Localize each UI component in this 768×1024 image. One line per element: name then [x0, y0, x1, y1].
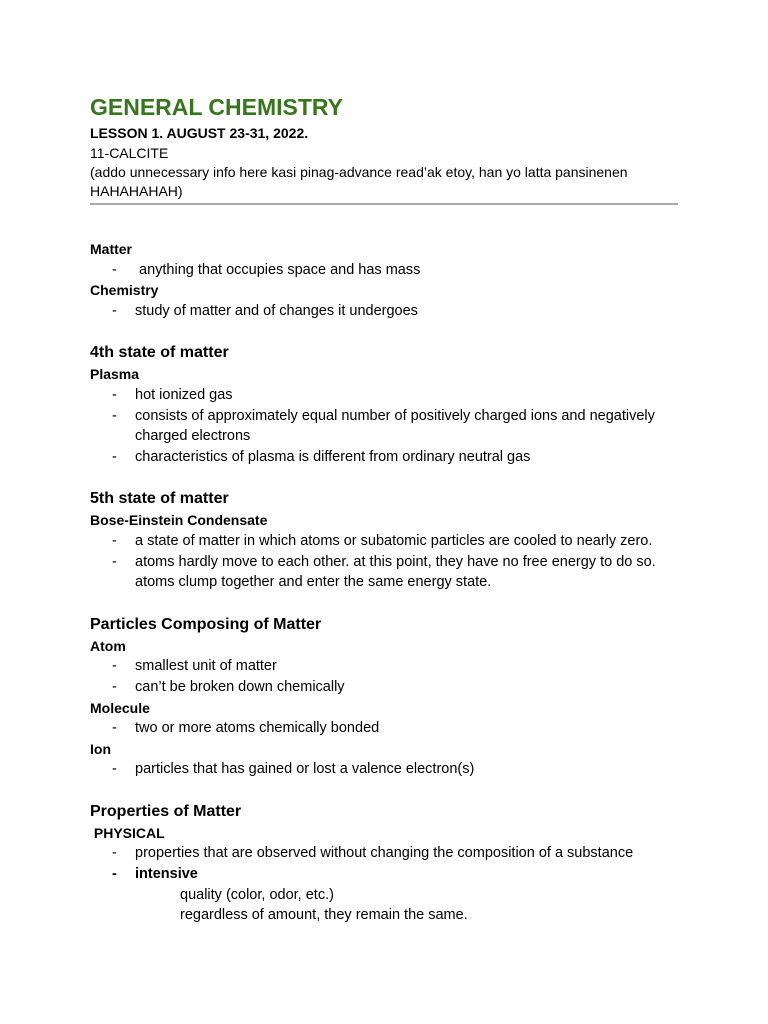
list-item [90, 260, 678, 281]
list-item-text: characteristics of plasma is different from ordinary neutral gas [135, 448, 531, 465]
section-heading: 4th state of matter [90, 344, 229, 362]
list-item-continuation [90, 572, 678, 593]
list-item-text: atoms clump together and enter the same energy state. [135, 574, 492, 591]
dash-bullet: - [112, 302, 117, 319]
dash-bullet: - [112, 678, 117, 695]
list-item [90, 531, 678, 552]
list-item-text: smallest unit of matter [135, 658, 277, 675]
list-item [90, 406, 678, 427]
list-item [90, 656, 678, 677]
list-item-text: two or more atoms chemically bonded [135, 720, 380, 737]
list-item-text: properties that are observed without changing the composition of a substance [135, 845, 634, 862]
dash-bullet: - [112, 658, 117, 675]
term-matter: Matter [90, 241, 133, 257]
particles-section [90, 614, 678, 780]
sub-item: quality (color, odor, etc.) [180, 886, 334, 903]
list-item-text: charged electrons [135, 428, 251, 445]
term-molecule: Molecule [90, 699, 150, 716]
dash-bullet: - [112, 761, 117, 778]
term-physical: PHYSICAL [90, 824, 165, 841]
list-item [90, 718, 678, 739]
dash-bullet: - [112, 532, 117, 549]
class-section: 11-CALCITE [90, 145, 169, 161]
list-item-text: anything that occupies space and has mass [135, 261, 421, 278]
list-item [90, 301, 678, 322]
term-bose-einstein: Bose-Einstein Condensate [90, 512, 268, 529]
dash-bullet: - [112, 261, 117, 278]
section-heading: Properties of Matter [90, 802, 242, 820]
intro-section [90, 239, 678, 321]
dash-bullet: - [112, 845, 117, 862]
section-heading: 5th state of matter [90, 490, 229, 508]
list-item-text: can’t be broken down chemically [135, 678, 345, 695]
list-item-text: a state of matter in which atoms or subatomic particles are cooled to nearly zero. [135, 532, 653, 549]
dash-bullet: - [112, 553, 117, 570]
list-item [90, 447, 678, 468]
dash-bullet: - [112, 407, 117, 424]
list-item-text: consists of approximately equal number of positively charged ions and negatively [135, 407, 655, 424]
list-item-text: atoms hardly move to each other. at this point, they have no free energy to do so. [135, 553, 656, 570]
list-item-text: hot ionized gas [135, 386, 233, 403]
list-item [90, 677, 678, 698]
list-item [90, 552, 678, 573]
section-heading: Particles Composing of Matter [90, 615, 322, 633]
list-item-text: study of matter and of changes it undergoes [135, 302, 418, 319]
dash-bullet: - [112, 866, 117, 883]
list-item-text: particles that has gained or lost a valence electron(s) [135, 761, 475, 778]
list-item [90, 843, 678, 864]
dash-bullet: - [112, 448, 117, 465]
term-chemistry: Chemistry [90, 282, 159, 299]
list-item [90, 759, 678, 780]
properties-section [90, 801, 678, 926]
term-atom: Atom [90, 637, 126, 654]
document-page [90, 92, 678, 926]
list-item [90, 385, 678, 406]
term-plasma: Plasma [90, 366, 140, 383]
dash-bullet: - [112, 386, 117, 403]
document-title: GENERAL CHEMISTRY [90, 94, 344, 120]
sub-item: regardless of amount, they remain the same. [180, 907, 468, 924]
list-item-continuation [90, 426, 678, 447]
list-item-text: intensive [135, 866, 198, 883]
dash-bullet: - [112, 720, 117, 737]
plasma-section [90, 342, 678, 467]
bec-section [90, 488, 678, 592]
note-line-1: (addo unnecessary info here kasi pinag-advance read’ak etoy, han yo latta pansinenen [90, 164, 628, 180]
horizontal-rule [90, 203, 678, 205]
list-item-intensive [90, 864, 678, 885]
term-ion: Ion [90, 740, 111, 757]
note-line-2: HAHAHAHAH) [90, 183, 183, 199]
lesson-heading: LESSON 1. AUGUST 23-31, 2022. [90, 125, 309, 141]
